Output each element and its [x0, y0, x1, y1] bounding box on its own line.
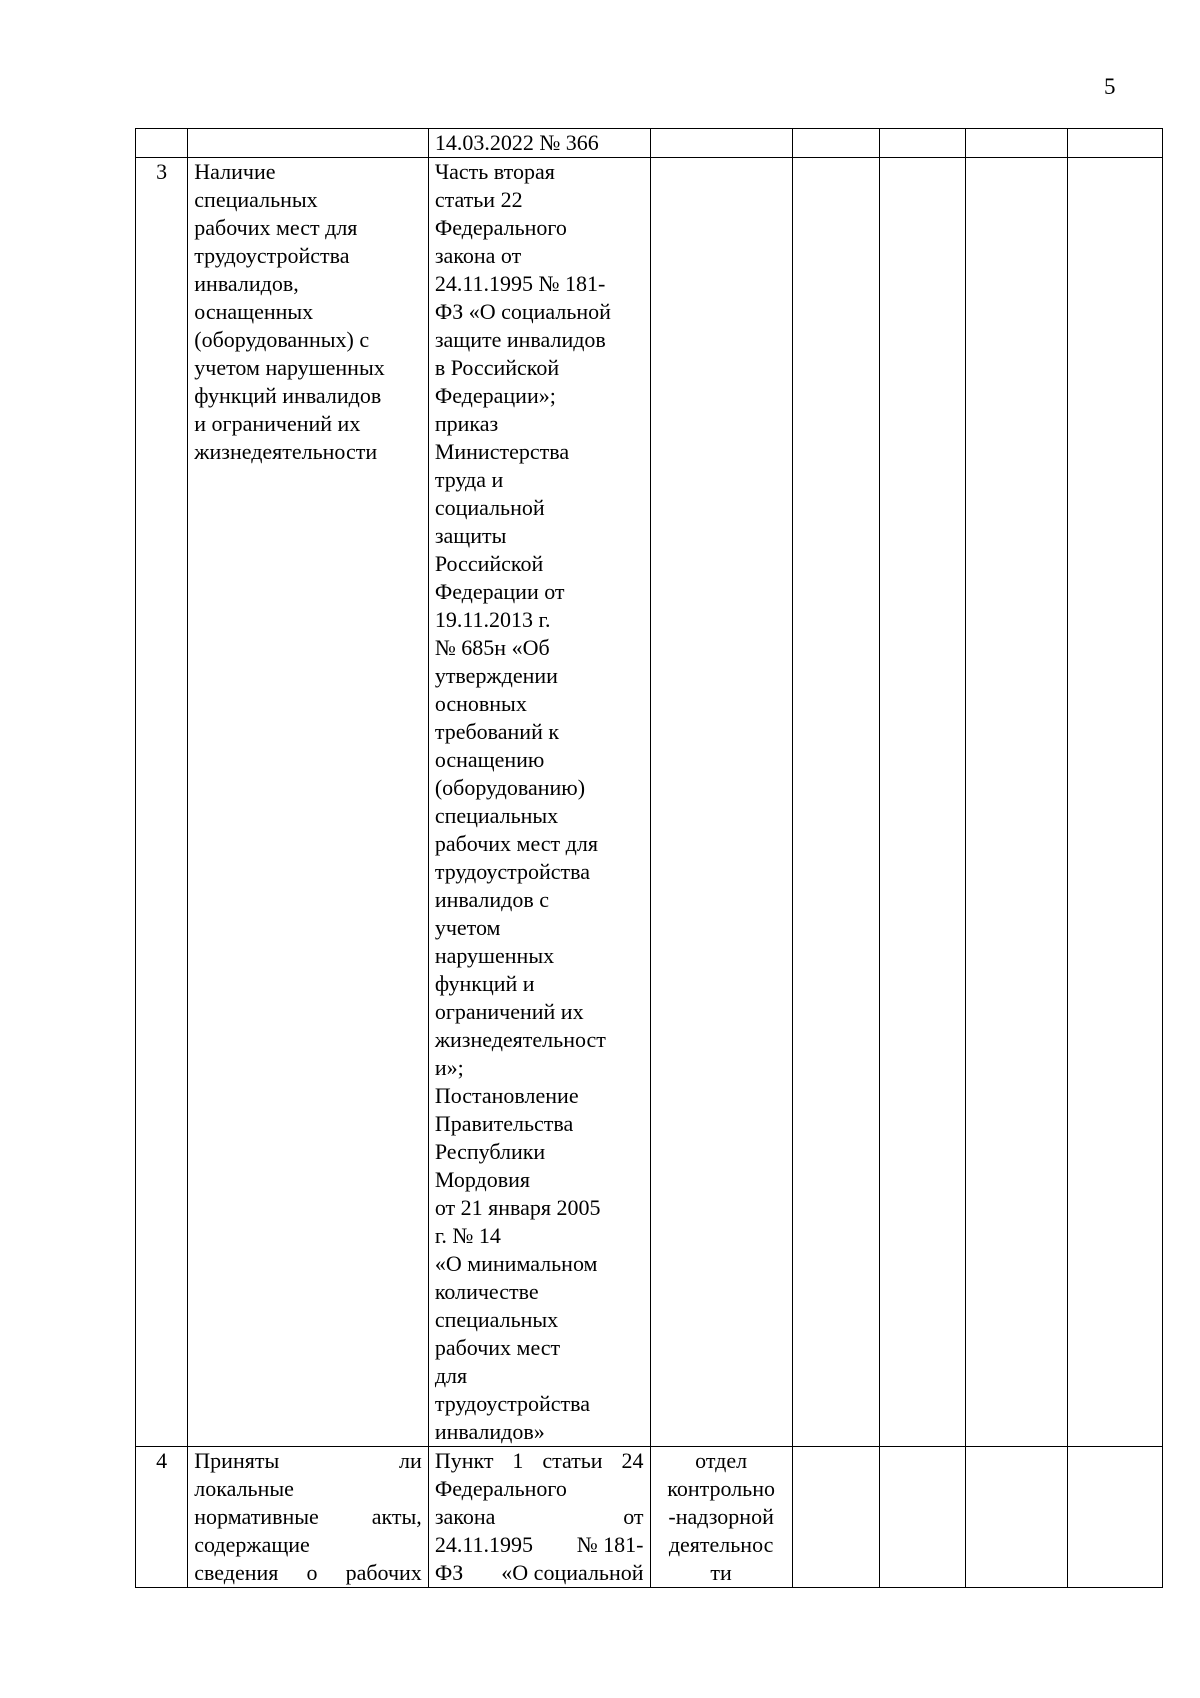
reference-line: Часть вторая: [434, 159, 555, 184]
word: Пункт: [434, 1448, 494, 1473]
reference-line: ФЗ «О социальной: [434, 299, 611, 324]
word: закона: [434, 1504, 496, 1529]
word: содержащие: [194, 1532, 310, 1557]
reference-line: (оборудованию): [434, 775, 586, 800]
reference-line: оснащению: [434, 747, 545, 772]
reference-line: учетом: [434, 915, 501, 940]
requirement-line: учетом нарушенных: [194, 355, 385, 380]
reference-line: Федерации от: [434, 579, 565, 604]
requirement-line: [194, 1447, 422, 1475]
reference-line: [435, 1475, 644, 1503]
word: локальные: [194, 1476, 294, 1501]
table-row: [136, 1447, 1163, 1588]
reference-line: статьи 22: [434, 187, 523, 212]
requirement-line: и ограничений их: [194, 411, 361, 436]
reference-line: социальной: [434, 495, 545, 520]
reference-line: и»;: [434, 1055, 464, 1080]
reference-line: [435, 1503, 644, 1531]
reference-line: основных: [434, 691, 527, 716]
reference-line: в Российской: [434, 355, 560, 380]
reference-line: приказ: [434, 411, 499, 436]
reference-line: специальных: [434, 1307, 559, 1332]
reference-line: 19.11.2013 г.: [434, 607, 551, 632]
reference-line: труда и: [434, 467, 504, 492]
reference-line: трудоустройства: [434, 1391, 591, 1416]
responsible-cell: [650, 129, 792, 158]
reference-cell: [428, 1447, 650, 1588]
reference-line: «О минимальном: [434, 1251, 598, 1276]
word: Приняты: [194, 1448, 280, 1473]
reference-line: количестве: [434, 1279, 539, 1304]
requirement-cell: [188, 158, 429, 1447]
requirement-line: [194, 1559, 422, 1587]
requirement-line: оснащенных: [194, 299, 314, 324]
reference-line: Республики: [434, 1139, 546, 1164]
word: рабочих: [345, 1560, 422, 1585]
empty-cell: [879, 129, 966, 158]
reference-line: трудоустройства: [434, 859, 591, 884]
reference-line: № 685н «Об: [434, 635, 550, 660]
reference-line: г. № 14: [434, 1223, 501, 1248]
reference-line: для: [434, 1363, 468, 1388]
reference-line: функций и: [434, 971, 535, 996]
empty-cell: [1067, 1447, 1162, 1588]
reference-line: утверждении: [434, 663, 558, 688]
requirement-line: [194, 1503, 422, 1531]
reference-line: Федерального: [434, 215, 567, 240]
word: нормативные: [194, 1504, 319, 1529]
responsible-line: контрольно: [667, 1476, 775, 1501]
reference-line: защите инвалидов: [434, 327, 606, 352]
reference-line: Министерства: [434, 439, 570, 464]
reference-cell: [428, 129, 650, 158]
responsible-line: ти: [710, 1560, 732, 1585]
word: «О социальной: [501, 1560, 644, 1585]
word: 24.11.1995: [434, 1532, 533, 1557]
reference-line: от 21 января 2005: [434, 1195, 601, 1220]
reference-line: инвалидов с: [434, 887, 550, 912]
requirement-line: функций инвалидов: [194, 383, 382, 408]
word: статьи: [542, 1448, 603, 1473]
requirement-line: [194, 1475, 422, 1503]
requirement-line: жизнедеятельности: [194, 439, 378, 464]
reference-line: нарушенных: [434, 943, 555, 968]
reference-line: Постановление: [434, 1083, 579, 1108]
reference-line: рабочих мест для: [434, 831, 598, 856]
empty-cell: [792, 129, 879, 158]
empty-cell: [879, 1447, 966, 1588]
word: 1: [512, 1448, 524, 1473]
requirement-line: трудоустройства: [194, 243, 350, 268]
requirement-line: рабочих мест для: [194, 215, 358, 240]
responsible-line: деятельнос: [668, 1532, 774, 1557]
reference-cell: [428, 158, 650, 1447]
reference-line: ограничений их: [434, 999, 584, 1024]
requirement-line: (оборудованных) с: [194, 327, 370, 352]
reference-line: Федерации»;: [434, 383, 556, 408]
reference-line: инвалидов»: [434, 1419, 545, 1444]
word: сведения: [194, 1560, 279, 1585]
empty-cell: [966, 158, 1067, 1447]
requirement-line: Наличие: [194, 159, 276, 184]
row-number-cell: 3: [136, 158, 188, 1447]
empty-cell: [966, 129, 1067, 158]
responsible-cell: [650, 158, 792, 1447]
empty-cell: [792, 1447, 879, 1588]
reference-line: [435, 1447, 644, 1475]
responsible-line: отдел: [695, 1448, 748, 1473]
inspection-table: [135, 128, 1163, 1588]
reference-line: закона от: [434, 243, 522, 268]
word: № 181-: [576, 1532, 644, 1557]
row-number-cell: 4: [136, 1447, 188, 1588]
responsible-cell: [650, 1447, 792, 1588]
reference-line: Правительства: [434, 1111, 574, 1136]
reference-line: Мордовия: [434, 1167, 531, 1192]
requirement-line: [194, 1531, 422, 1559]
reference-line: специальных: [434, 803, 559, 828]
word: от: [623, 1504, 644, 1529]
empty-cell: [792, 158, 879, 1447]
word: ФЗ: [434, 1560, 464, 1585]
word: 24: [621, 1448, 644, 1473]
empty-cell: [966, 1447, 1067, 1588]
row-number-cell: [136, 129, 188, 158]
empty-cell: [1067, 158, 1162, 1447]
word: о: [306, 1560, 318, 1585]
empty-cell: [879, 158, 966, 1447]
requirement-cell: [188, 1447, 429, 1588]
word: акты,: [371, 1504, 422, 1529]
reference-line: [435, 1531, 644, 1559]
table-row: [136, 129, 1163, 158]
reference-line: Российской: [434, 551, 544, 576]
table-row: [136, 158, 1163, 1447]
requirement-line: инвалидов,: [194, 271, 299, 296]
reference-line: защиты: [434, 523, 507, 548]
reference-line: [435, 1559, 644, 1587]
word: Федерального: [434, 1476, 567, 1501]
reference-line: требований к: [434, 719, 560, 744]
page-number: 5: [1104, 74, 1116, 99]
reference-line: жизнедеятельност: [434, 1027, 606, 1052]
reference-line: 14.03.2022 № 366: [434, 130, 599, 155]
word: ли: [399, 1448, 422, 1473]
requirement-line: специальных: [194, 187, 318, 212]
responsible-line: -надзорной: [668, 1504, 774, 1529]
reference-line: 24.11.1995 № 181-: [434, 271, 606, 296]
requirement-cell: [188, 129, 429, 158]
reference-line: рабочих мест: [434, 1335, 561, 1360]
empty-cell: [1067, 129, 1162, 158]
